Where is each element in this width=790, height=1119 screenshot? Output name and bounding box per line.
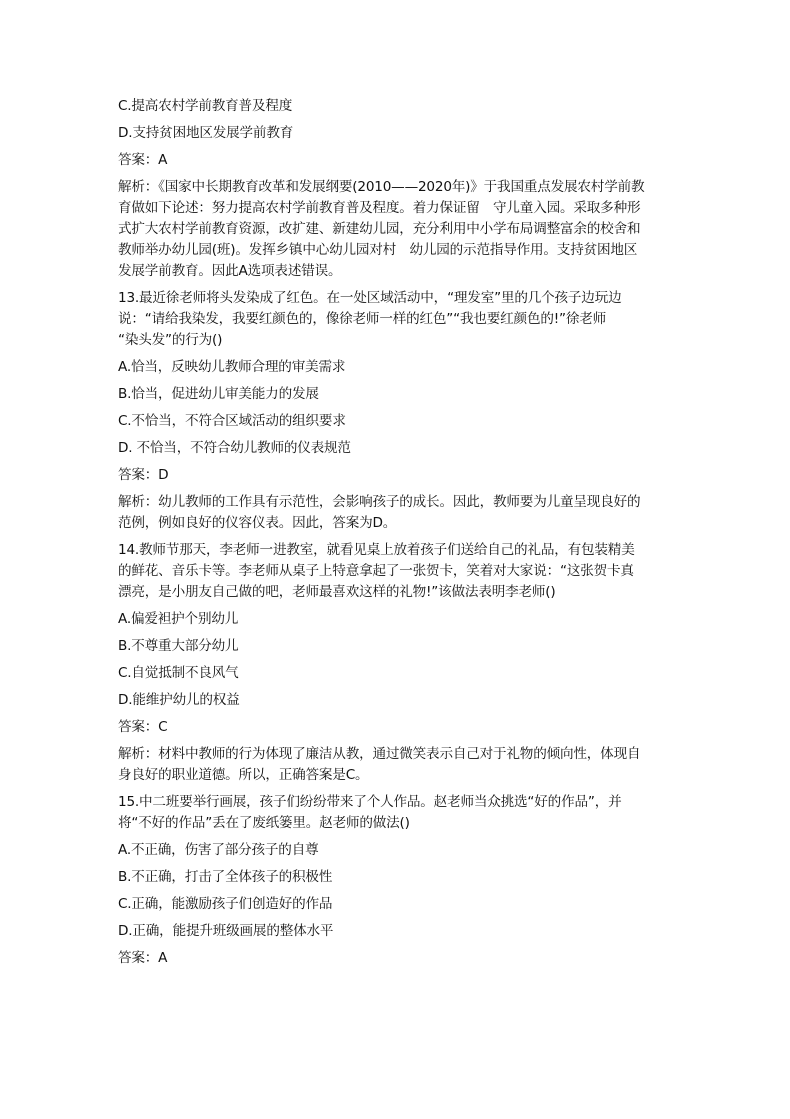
option-text-line: A.不正确，伤害了部分孩子的自尊	[118, 842, 319, 858]
analysis-text-line: 教师举办幼儿园(班)。发挥乡镇中心幼儿园对村 幼儿园的示范指导作用。支持贫困地区	[118, 242, 638, 258]
option-paragraph	[118, 438, 688, 459]
answer-paragraph	[118, 465, 688, 486]
option-text-line: B.不尊重大部分幼儿	[118, 638, 239, 654]
option-paragraph	[118, 123, 688, 144]
option-text-line: D.正确，能提升班级画展的整体水平	[118, 923, 334, 939]
answer-paragraph	[118, 150, 688, 171]
question-text-line: 将“不好的作品”丢在了废纸篓里。赵老师的做法()	[118, 815, 410, 831]
analysis-paragraph	[118, 744, 688, 786]
option-paragraph	[118, 636, 688, 657]
option-text-line: C.正确，能激励孩子们创造好的作品	[118, 896, 333, 912]
analysis-text-line: 解析：材料中教师的行为体现了廉洁从教，通过微笑表示自己对于礼物的倾向性，体现自	[118, 746, 641, 762]
question-paragraph	[118, 540, 688, 603]
option-text-line: A.恰当，反映幼儿教师合理的审美需求	[118, 359, 346, 375]
answer-text-line: 答案：A	[118, 950, 168, 966]
option-text-line: D.支持贫困地区发展学前教育	[118, 125, 294, 141]
option-paragraph	[118, 840, 688, 861]
option-text-line: D. 不恰当，不符合幼儿教师的仪表规范	[118, 440, 351, 456]
analysis-paragraph	[118, 492, 688, 534]
option-paragraph	[118, 690, 688, 711]
answer-text-line: 答案：A	[118, 152, 168, 168]
analysis-text-line: 解析：《国家中长期教育改革和发展纲要(2010——2020年)》于我国重点发展农村学前教	[118, 179, 645, 195]
option-text-line: C.自觉抵制不良风气	[118, 665, 239, 681]
analysis-text-line: 解析：幼儿教师的工作具有示范性，会影响孩子的成长。因此，教师要为儿童呈现良好的	[118, 494, 641, 510]
option-text-line: C.提高农村学前教育普及程度	[118, 98, 293, 114]
option-text-line: C.不恰当，不符合区域活动的组织要求	[118, 413, 346, 429]
analysis-text-line: 育做如下论述：努力提高农村学前教育普及程度。着力保证留 守儿童入园。采取多种形	[118, 200, 641, 216]
answer-text-line: 答案：C	[118, 719, 168, 735]
analysis-paragraph	[118, 177, 688, 282]
analysis-text-line: 发展学前教育。因此A选项表述错误。	[118, 263, 342, 279]
question-text-line: 14.教师节那天，李老师一进教室，就看见桌上放着孩子们送给自己的礼品，有包装精美	[118, 542, 635, 558]
option-paragraph	[118, 663, 688, 684]
question-text-line: 13.最近徐老师将头发染成了红色。在一处区域活动中，“理发室”里的几个孩子边玩边	[118, 290, 622, 306]
option-paragraph	[118, 921, 688, 942]
answer-paragraph	[118, 948, 688, 969]
question-text-line: “染头发”的行为()	[118, 332, 223, 348]
option-text-line: B.不正确，打击了全体孩子的积极性	[118, 869, 333, 885]
analysis-text-line: 范例，例如良好的仪容仪表。因此，答案为D。	[118, 515, 397, 531]
document-page	[118, 96, 688, 975]
option-text-line: D.能维护幼儿的权益	[118, 692, 240, 708]
option-paragraph	[118, 357, 688, 378]
option-paragraph	[118, 609, 688, 630]
question-text-line: 漂亮，是小朋友自己做的吧，老师最喜欢这样的礼物!”该做法表明李老师()	[118, 584, 556, 600]
option-paragraph	[118, 411, 688, 432]
option-text-line: A.偏爱袒护个别幼儿	[118, 611, 239, 627]
question-paragraph	[118, 792, 688, 834]
analysis-text-line: 身良好的职业道德。所以，正确答案是C。	[118, 767, 369, 783]
question-paragraph	[118, 288, 688, 351]
option-paragraph	[118, 384, 688, 405]
analysis-text-line: 式扩大农村学前教育资源，改扩建、新建幼儿园，充分利用中小学布局调整富余的校舍和	[118, 221, 641, 237]
option-paragraph	[118, 867, 688, 888]
question-text-line: 说：“请给我染发，我要红颜色的，像徐老师一样的红色”“我也要红颜色的!”徐老师	[118, 311, 607, 327]
answer-text-line: 答案：D	[118, 467, 169, 483]
question-text-line: 15.中二班要举行画展，孩子们纷纷带来了个人作品。赵老师当众挑选“好的作品”，并	[118, 794, 622, 810]
option-paragraph	[118, 96, 688, 117]
option-text-line: B.恰当，促进幼儿审美能力的发展	[118, 386, 319, 402]
question-text-line: 的鲜花、音乐卡等。李老师从桌子上特意拿起了一张贺卡，笑着对大家说：“这张贺卡真	[118, 563, 634, 579]
answer-paragraph	[118, 717, 688, 738]
option-paragraph	[118, 894, 688, 915]
